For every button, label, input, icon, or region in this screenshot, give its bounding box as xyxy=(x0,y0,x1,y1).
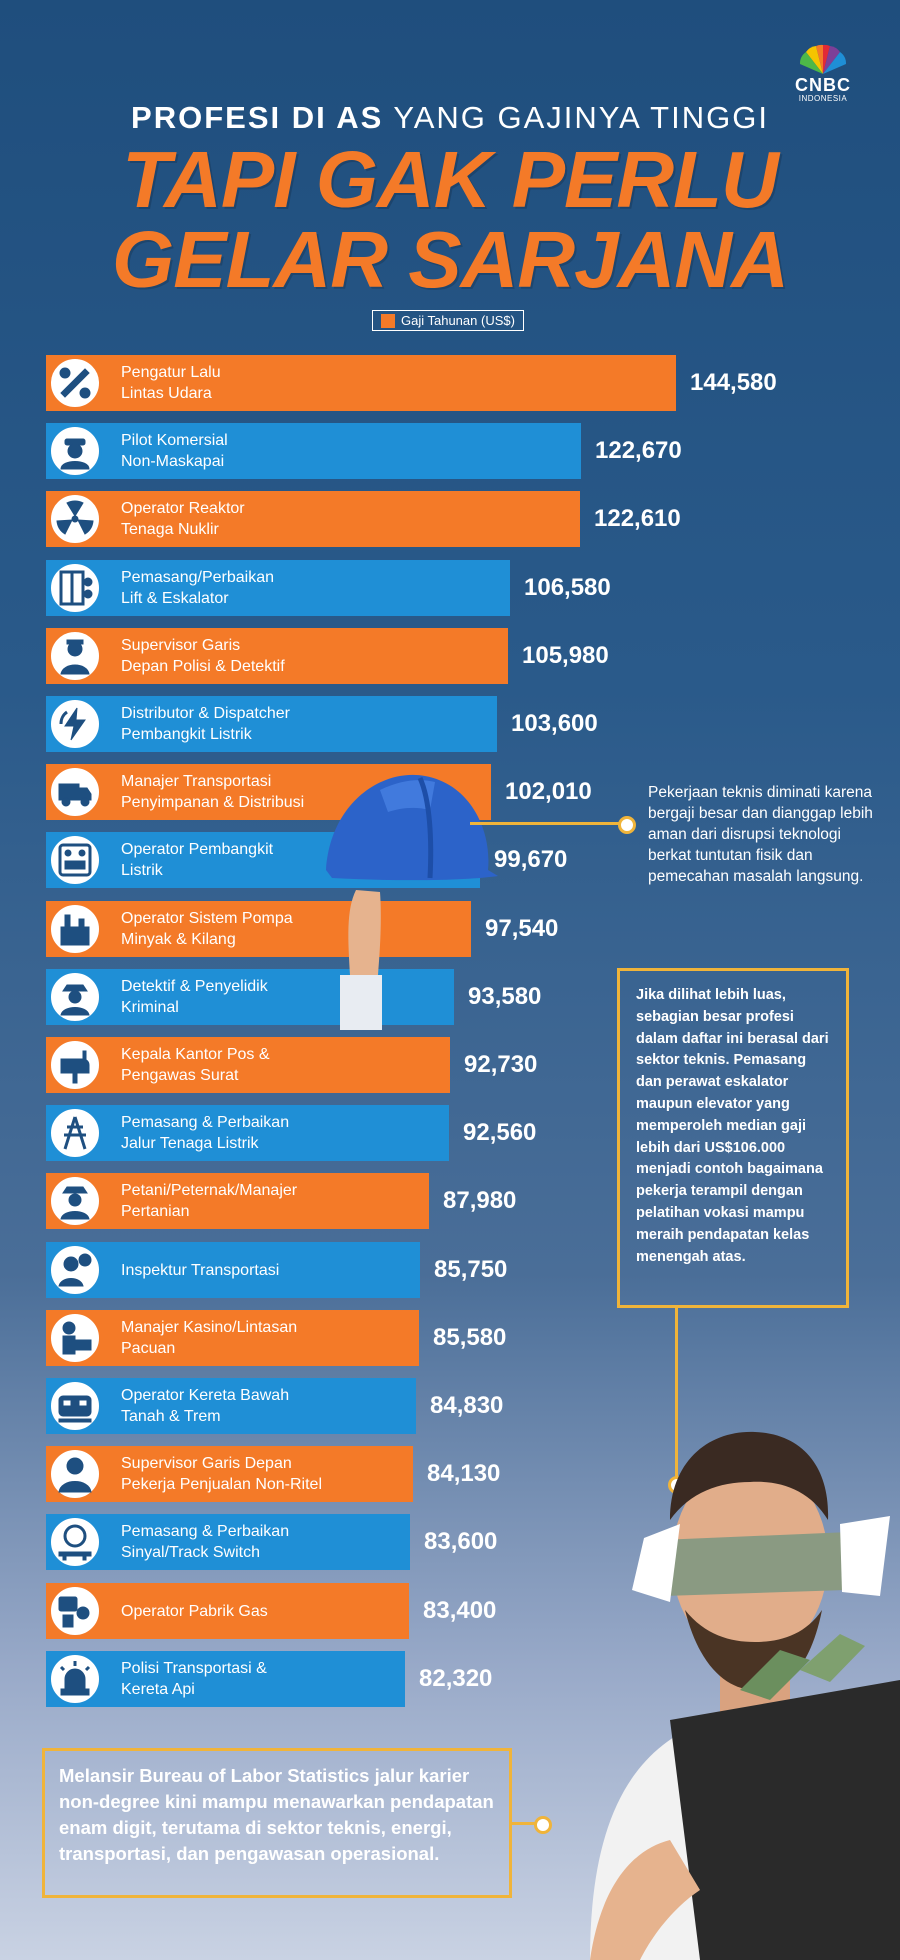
bar-label: Operator Sistem Pompa Minyak & Kilang xyxy=(121,910,293,948)
bar-value-label: 84,830 xyxy=(430,1392,504,1419)
bar-value-label: 85,750 xyxy=(434,1256,508,1283)
truck-icon xyxy=(48,765,102,819)
bar-label: Pengatur Lalu Lintas Udara xyxy=(121,364,221,402)
bar-value-label: 92,560 xyxy=(463,1119,537,1146)
power-icon xyxy=(48,697,102,751)
bar-row xyxy=(46,1037,610,1093)
bar-value-label: 97,540 xyxy=(485,915,559,942)
bar-row xyxy=(46,1446,573,1502)
bar-value-label: 144,580 xyxy=(690,369,777,396)
bar-row xyxy=(46,560,670,616)
bar-label: Pemasang & Perbaikan Sinyal/Track Switch xyxy=(121,1523,290,1561)
refinery-icon xyxy=(48,902,102,956)
shirt-sleeve xyxy=(340,975,382,1030)
bar-value-label: 87,980 xyxy=(443,1187,517,1214)
bar-value-label: 103,600 xyxy=(511,710,598,737)
bar-value-label: 99,670 xyxy=(494,846,568,873)
bar-row xyxy=(46,1173,589,1229)
bar-label: Operator Kereta Bawah Tanah & Trem xyxy=(121,1387,290,1425)
bar-value-label: 83,600 xyxy=(424,1528,498,1555)
elevator-icon xyxy=(48,561,102,615)
bar-row xyxy=(46,1105,609,1161)
cnbc-logo xyxy=(788,44,858,104)
bar-label: Manajer Kasino/Lintasan Pacuan xyxy=(121,1319,298,1357)
bar-value-label: 102,010 xyxy=(505,778,592,805)
inspector-icon xyxy=(48,1243,102,1297)
chart-legend xyxy=(372,310,524,331)
bar-row xyxy=(46,1514,570,1570)
bar-row xyxy=(46,628,668,684)
bar-label: Petani/Peternak/Manajer Pertanian xyxy=(121,1182,298,1220)
control-panel-icon xyxy=(48,833,102,887)
bar-label: Kepala Kantor Pos & Pengawas Surat xyxy=(121,1046,270,1084)
note-box-bls: Melansir Bureau of Labor Statistics jalur karier non-degree kini mampu menawarkan pendapatan enam digit, terutama di sektor teknis, energi, transportasi, dan pengawasan operasional. xyxy=(42,1748,512,1898)
legend-swatch xyxy=(381,314,395,328)
siren-icon xyxy=(48,1652,102,1706)
bar-label: Pemasang/Perbaikan Lift & Eskalator xyxy=(121,569,274,607)
bar-label: Operator Pabrik Gas xyxy=(121,1602,268,1620)
bar xyxy=(46,560,510,616)
bar-label: Operator Reaktor Tenaga Nuklir xyxy=(121,500,245,538)
tram-icon xyxy=(48,1379,102,1433)
bar-label: Manajer Transportasi Penyimpanan & Distribusi xyxy=(121,773,305,811)
hard-hat-illustration xyxy=(320,760,500,1030)
logo-text: CNBC xyxy=(795,75,851,95)
bar-row xyxy=(46,355,836,411)
header-bold: PROFESI DI AS xyxy=(131,100,384,135)
connector-line xyxy=(470,822,630,825)
gas-plant-icon xyxy=(48,1584,102,1638)
bar-value-label: 105,980 xyxy=(522,642,609,669)
pilot-icon xyxy=(48,424,102,478)
header-rest: YANG GAJINYA TINGGI xyxy=(393,100,769,135)
bar-value-label: 122,610 xyxy=(594,505,681,532)
bar-row xyxy=(46,696,657,752)
businessman-illustration xyxy=(560,1420,900,1960)
police-icon xyxy=(48,629,102,683)
track-switch-icon xyxy=(48,1515,102,1569)
nuclear-icon xyxy=(48,492,102,546)
bar-row xyxy=(46,1583,569,1639)
bar-value-label: 82,320 xyxy=(419,1665,493,1692)
farmer-icon xyxy=(48,1174,102,1228)
bar-value-label: 93,580 xyxy=(468,983,542,1010)
bar-value-label: 83,400 xyxy=(423,1597,497,1624)
peacock-icon xyxy=(798,44,848,74)
bar-row xyxy=(46,1378,576,1434)
bar-value-label: 92,730 xyxy=(464,1051,538,1078)
money-strip xyxy=(660,1532,850,1596)
bar-value-label: 122,670 xyxy=(595,437,682,464)
bar-label: Pilot Komersial Non-Maskapai xyxy=(121,432,228,470)
connector-dot xyxy=(618,816,636,834)
briefcase xyxy=(670,1680,900,1960)
bar-row xyxy=(46,423,741,479)
detective-icon xyxy=(48,970,102,1024)
bar-label: Supervisor Garis Depan Polisi & Detektif xyxy=(121,637,285,675)
logo-subtext: INDONESIA xyxy=(798,94,848,103)
raised-arm xyxy=(348,890,380,975)
supervisor-icon xyxy=(48,1447,102,1501)
header-line1 xyxy=(0,100,900,136)
bar-label: Supervisor Garis Depan Pekerja Penjualan Non-Ritel xyxy=(121,1455,322,1493)
bar-value-label: 84,130 xyxy=(427,1460,501,1487)
note-box-vocational: Jika dilihat lebih luas, sebagian besar profesi dalam daftar ini berasal dari sektor teknis. Pemasang dan perawat eskalator maupun elevator yang memperoleh median gaji lebih dari US$106.000 menjadi contoh bagaimana pekerja terampil dengan pelatihan vokasi mampu meraih pendapatan kelas menengah atas. xyxy=(617,968,849,1308)
title-line2: GELAR SARJANA xyxy=(112,215,788,304)
casino-icon xyxy=(48,1311,102,1365)
bar-label: Operator Pembangkit Listrik xyxy=(121,841,274,879)
bar-row xyxy=(46,1310,579,1366)
note-technical-jobs: Pekerjaan teknis diminati karena bergaji besar dan dianggap lebih aman dari disrupsi teknologi berkat tuntutan fisik dan pemecahan masalah langsung. xyxy=(648,784,873,885)
power-tower-icon xyxy=(48,1106,102,1160)
bar-row xyxy=(46,1242,580,1298)
bar-value-label: 85,580 xyxy=(433,1324,507,1351)
bar-label: Distributor & Dispatcher Pembangkit Listrik xyxy=(121,705,290,743)
legend-label: Gaji Tahunan (US$) xyxy=(401,313,515,328)
mailbox-icon xyxy=(48,1038,102,1092)
bar-label: Polisi Transportasi & Kereta Api xyxy=(121,1660,267,1698)
connector-dot xyxy=(534,1816,552,1834)
bar-row xyxy=(46,1651,565,1707)
bar-value-label: 106,580 xyxy=(524,574,611,601)
bar-label: Detektif & Penyelidik Kriminal xyxy=(121,978,268,1016)
title-line1: TAPI GAK PERLU xyxy=(122,135,778,224)
bar-label: Pemasang & Perbaikan Jalur Tenaga Listrik xyxy=(121,1114,290,1152)
bar-row xyxy=(46,491,740,547)
bar-label: Inspektur Transportasi xyxy=(121,1261,280,1279)
air-traffic-icon xyxy=(48,356,102,410)
